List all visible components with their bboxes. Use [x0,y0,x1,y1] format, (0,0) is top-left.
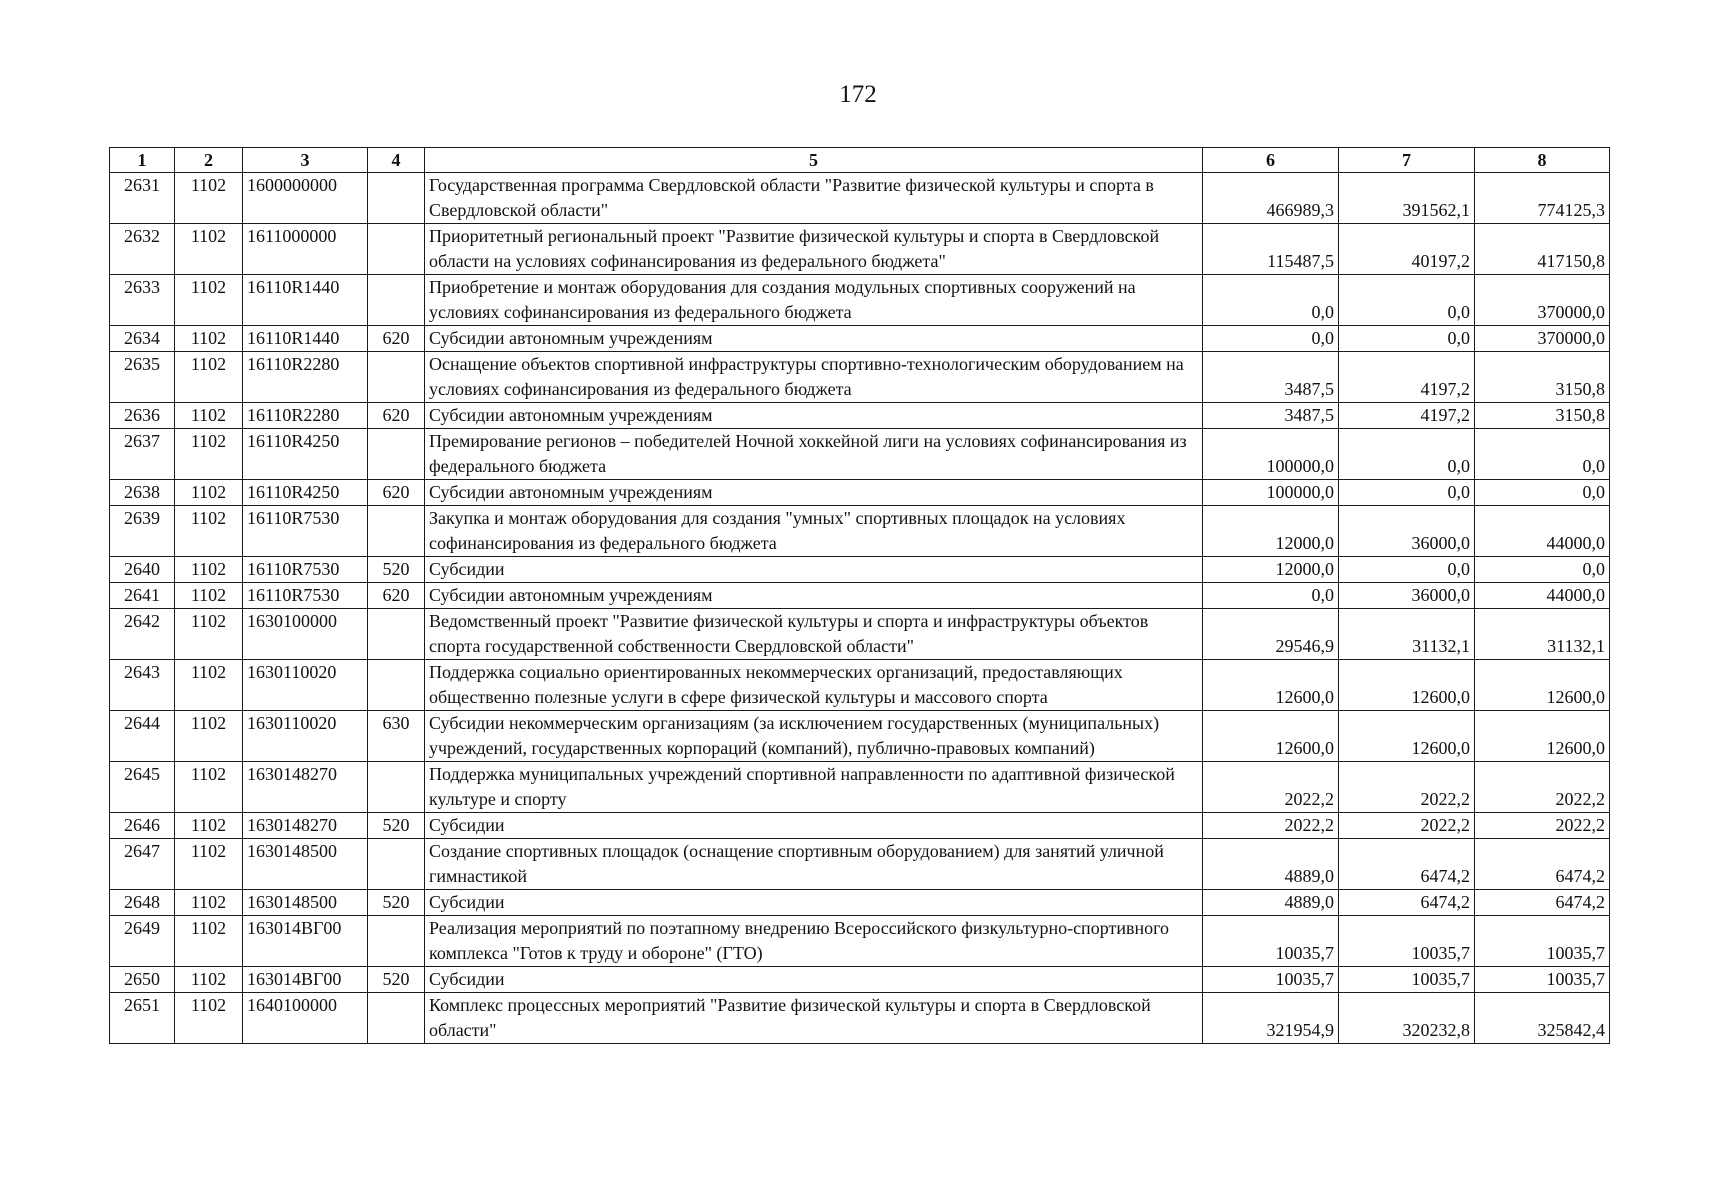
amount-col7-cell: 4197,2 [1339,352,1475,403]
table-row [110,711,1610,762]
section-code-cell: 1102 [175,403,243,429]
target-article-cell: 1630148270 [243,762,368,813]
table-row [110,609,1610,660]
description-cell: Поддержка муниципальных учреждений спортивной направленности по адаптивной физической культуре и спорту [425,762,1203,813]
amount-col6-cell: 29546,9 [1203,609,1339,660]
table-row [110,762,1610,813]
amount-col6-cell: 4889,0 [1203,890,1339,916]
table-row [110,480,1610,506]
description-cell: Государственная программа Свердловской области "Развитие физической культуры и спорта в Свердловской области" [425,173,1203,224]
target-article-cell: 16110R4250 [243,429,368,480]
row-number-cell: 2631 [110,173,175,224]
row-number-cell: 2648 [110,890,175,916]
row-number-cell: 2638 [110,480,175,506]
amount-col8-cell: 774125,3 [1475,173,1610,224]
amount-col8-cell: 10035,7 [1475,916,1610,967]
row-number-cell: 2639 [110,506,175,557]
description-cell: Субсидии [425,967,1203,993]
amount-col6-cell: 115487,5 [1203,224,1339,275]
row-number-cell: 2641 [110,583,175,609]
expense-type-cell: 630 [368,711,425,762]
target-article-cell: 16110R7530 [243,583,368,609]
amount-col8-cell: 325842,4 [1475,993,1610,1044]
amount-col8-cell: 44000,0 [1475,583,1610,609]
expense-type-cell [368,839,425,890]
table-row [110,839,1610,890]
section-code-cell: 1102 [175,993,243,1044]
column-header: 7 [1339,148,1475,173]
column-header: 2 [175,148,243,173]
amount-col7-cell: 36000,0 [1339,583,1475,609]
amount-col8-cell: 6474,2 [1475,839,1610,890]
description-cell: Субсидии [425,557,1203,583]
amount-col7-cell: 10035,7 [1339,916,1475,967]
amount-col6-cell: 10035,7 [1203,916,1339,967]
amount-col7-cell: 2022,2 [1339,813,1475,839]
target-article-cell: 1630100000 [243,609,368,660]
amount-col8-cell: 10035,7 [1475,967,1610,993]
amount-col7-cell: 31132,1 [1339,609,1475,660]
amount-col7-cell: 12600,0 [1339,711,1475,762]
amount-col6-cell: 100000,0 [1203,429,1339,480]
amount-col6-cell: 10035,7 [1203,967,1339,993]
row-number-cell: 2633 [110,275,175,326]
amount-col6-cell: 100000,0 [1203,480,1339,506]
row-number-cell: 2651 [110,993,175,1044]
table-header-row [110,148,1610,173]
section-code-cell: 1102 [175,660,243,711]
amount-col6-cell: 12600,0 [1203,660,1339,711]
row-number-cell: 2647 [110,839,175,890]
description-cell: Создание спортивных площадок (оснащение спортивным оборудованием) для занятий уличной гимнастикой [425,839,1203,890]
description-cell: Поддержка социально ориентированных некоммерческих организаций, предоставляющих общественно полезные услуги в сфере физической культуры и массового спорта [425,660,1203,711]
column-header: 5 [425,148,1203,173]
row-number-cell: 2636 [110,403,175,429]
section-code-cell: 1102 [175,429,243,480]
expense-type-cell [368,275,425,326]
amount-col7-cell: 0,0 [1339,480,1475,506]
section-code-cell: 1102 [175,839,243,890]
amount-col8-cell: 3150,8 [1475,403,1610,429]
section-code-cell: 1102 [175,326,243,352]
target-article-cell: 16110R1440 [243,326,368,352]
target-article-cell: 16110R2280 [243,352,368,403]
amount-col7-cell: 0,0 [1339,326,1475,352]
amount-col7-cell: 4197,2 [1339,403,1475,429]
amount-col6-cell: 0,0 [1203,275,1339,326]
table-row [110,916,1610,967]
budget-table [109,147,1610,1044]
target-article-cell: 1630148500 [243,890,368,916]
description-cell: Комплекс процессных мероприятий "Развитие физической культуры и спорта в Свердловской области" [425,993,1203,1044]
amount-col8-cell: 2022,2 [1475,813,1610,839]
description-cell: Оснащение объектов спортивной инфраструктуры спортивно-технологическим оборудованием на условиях софинансирования из федерального бюджета [425,352,1203,403]
row-number-cell: 2640 [110,557,175,583]
section-code-cell: 1102 [175,711,243,762]
section-code-cell: 1102 [175,609,243,660]
amount-col8-cell: 12600,0 [1475,711,1610,762]
target-article-cell: 16110R4250 [243,480,368,506]
amount-col7-cell: 40197,2 [1339,224,1475,275]
table-row [110,403,1610,429]
target-article-cell: 1600000000 [243,173,368,224]
column-header: 8 [1475,148,1610,173]
table-row [110,506,1610,557]
target-article-cell: 1630110020 [243,660,368,711]
section-code-cell: 1102 [175,506,243,557]
amount-col8-cell: 370000,0 [1475,275,1610,326]
amount-col8-cell: 12600,0 [1475,660,1610,711]
expense-type-cell: 520 [368,813,425,839]
row-number-cell: 2632 [110,224,175,275]
expense-type-cell [368,993,425,1044]
row-number-cell: 2645 [110,762,175,813]
table-row [110,429,1610,480]
amount-col8-cell: 6474,2 [1475,890,1610,916]
amount-col6-cell: 466989,3 [1203,173,1339,224]
target-article-cell: 1630148270 [243,813,368,839]
table-row [110,173,1610,224]
amount-col6-cell: 12000,0 [1203,506,1339,557]
amount-col6-cell: 12000,0 [1203,557,1339,583]
expense-type-cell: 620 [368,326,425,352]
expense-type-cell: 520 [368,967,425,993]
expense-type-cell [368,506,425,557]
description-cell: Ведомственный проект "Развитие физической культуры и спорта и инфраструктуры объектов спорта государственной собственности Свердловской области" [425,609,1203,660]
row-number-cell: 2644 [110,711,175,762]
expense-type-cell [368,173,425,224]
description-cell: Реализация мероприятий по поэтапному внедрению Всероссийского физкультурно-спортивного комплекса "Готов к труду и обороне" (ГТО) [425,916,1203,967]
expense-type-cell: 620 [368,403,425,429]
amount-col7-cell: 391562,1 [1339,173,1475,224]
amount-col7-cell: 12600,0 [1339,660,1475,711]
description-cell: Субсидии автономным учреждениям [425,326,1203,352]
section-code-cell: 1102 [175,890,243,916]
column-header: 6 [1203,148,1339,173]
column-header: 3 [243,148,368,173]
column-header: 4 [368,148,425,173]
amount-col7-cell: 6474,2 [1339,890,1475,916]
amount-col6-cell: 321954,9 [1203,993,1339,1044]
amount-col7-cell: 10035,7 [1339,967,1475,993]
table-row [110,326,1610,352]
row-number-cell: 2650 [110,967,175,993]
description-cell: Премирование регионов – победителей Ночной хоккейной лиги на условиях софинансирования из федерального бюджета [425,429,1203,480]
description-cell: Приобретение и монтаж оборудования для создания модульных спортивных сооружений на условиях софинансирования из федерального бюджета [425,275,1203,326]
row-number-cell: 2646 [110,813,175,839]
section-code-cell: 1102 [175,583,243,609]
expense-type-cell [368,224,425,275]
target-article-cell: 1611000000 [243,224,368,275]
amount-col6-cell: 2022,2 [1203,762,1339,813]
amount-col8-cell: 44000,0 [1475,506,1610,557]
description-cell: Субсидии некоммерческим организациям (за исключением государственных (муниципальных) учреждений, государственных корпораций (компаний), публично-правовых компаний) [425,711,1203,762]
description-cell: Субсидии [425,813,1203,839]
amount-col7-cell: 2022,2 [1339,762,1475,813]
amount-col8-cell: 0,0 [1475,429,1610,480]
amount-col8-cell: 0,0 [1475,557,1610,583]
amount-col6-cell: 3487,5 [1203,403,1339,429]
description-cell: Приоритетный региональный проект "Развитие физической культуры и спорта в Свердловской области на условиях софинансирования из федерального бюджета" [425,224,1203,275]
expense-type-cell: 520 [368,557,425,583]
description-cell: Субсидии автономным учреждениям [425,403,1203,429]
section-code-cell: 1102 [175,967,243,993]
target-article-cell: 16110R7530 [243,557,368,583]
page-number: 172 [839,81,877,108]
amount-col6-cell: 2022,2 [1203,813,1339,839]
amount-col7-cell: 320232,8 [1339,993,1475,1044]
table-row [110,993,1610,1044]
amount-col7-cell: 6474,2 [1339,839,1475,890]
table-row [110,660,1610,711]
target-article-cell: 1640100000 [243,993,368,1044]
description-cell: Закупка и монтаж оборудования для создания "умных" спортивных площадок на условиях софинансирования из федерального бюджета [425,506,1203,557]
amount-col6-cell: 0,0 [1203,583,1339,609]
section-code-cell: 1102 [175,813,243,839]
table-row [110,583,1610,609]
table-row [110,890,1610,916]
target-article-cell: 16110R1440 [243,275,368,326]
amount-col8-cell: 31132,1 [1475,609,1610,660]
target-article-cell: 16110R2280 [243,403,368,429]
expense-type-cell [368,352,425,403]
row-number-cell: 2643 [110,660,175,711]
table-row [110,224,1610,275]
section-code-cell: 1102 [175,224,243,275]
table-row [110,967,1610,993]
description-cell: Субсидии [425,890,1203,916]
table-row [110,813,1610,839]
expense-type-cell [368,429,425,480]
section-code-cell: 1102 [175,762,243,813]
row-number-cell: 2635 [110,352,175,403]
target-article-cell: 1630110020 [243,711,368,762]
amount-col8-cell: 0,0 [1475,480,1610,506]
target-article-cell: 163014ВГ00 [243,967,368,993]
row-number-cell: 2634 [110,326,175,352]
expense-type-cell [368,916,425,967]
expense-type-cell: 520 [368,890,425,916]
row-number-cell: 2642 [110,609,175,660]
amount-col7-cell: 0,0 [1339,429,1475,480]
amount-col6-cell: 4889,0 [1203,839,1339,890]
section-code-cell: 1102 [175,352,243,403]
row-number-cell: 2637 [110,429,175,480]
table-row [110,352,1610,403]
table-row [110,275,1610,326]
amount-col6-cell: 3487,5 [1203,352,1339,403]
expense-type-cell [368,660,425,711]
section-code-cell: 1102 [175,480,243,506]
amount-col8-cell: 2022,2 [1475,762,1610,813]
target-article-cell: 1630148500 [243,839,368,890]
description-cell: Субсидии автономным учреждениям [425,583,1203,609]
amount-col8-cell: 3150,8 [1475,352,1610,403]
section-code-cell: 1102 [175,557,243,583]
expense-type-cell [368,609,425,660]
expense-type-cell: 620 [368,480,425,506]
table-row [110,557,1610,583]
target-article-cell: 163014ВГ00 [243,916,368,967]
amount-col6-cell: 0,0 [1203,326,1339,352]
expense-type-cell [368,762,425,813]
amount-col6-cell: 12600,0 [1203,711,1339,762]
amount-col7-cell: 0,0 [1339,275,1475,326]
description-cell: Субсидии автономным учреждениям [425,480,1203,506]
row-number-cell: 2649 [110,916,175,967]
amount-col7-cell: 0,0 [1339,557,1475,583]
amount-col7-cell: 36000,0 [1339,506,1475,557]
amount-col8-cell: 417150,8 [1475,224,1610,275]
section-code-cell: 1102 [175,275,243,326]
amount-col8-cell: 370000,0 [1475,326,1610,352]
section-code-cell: 1102 [175,916,243,967]
column-header: 1 [110,148,175,173]
section-code-cell: 1102 [175,173,243,224]
target-article-cell: 16110R7530 [243,506,368,557]
expense-type-cell: 620 [368,583,425,609]
